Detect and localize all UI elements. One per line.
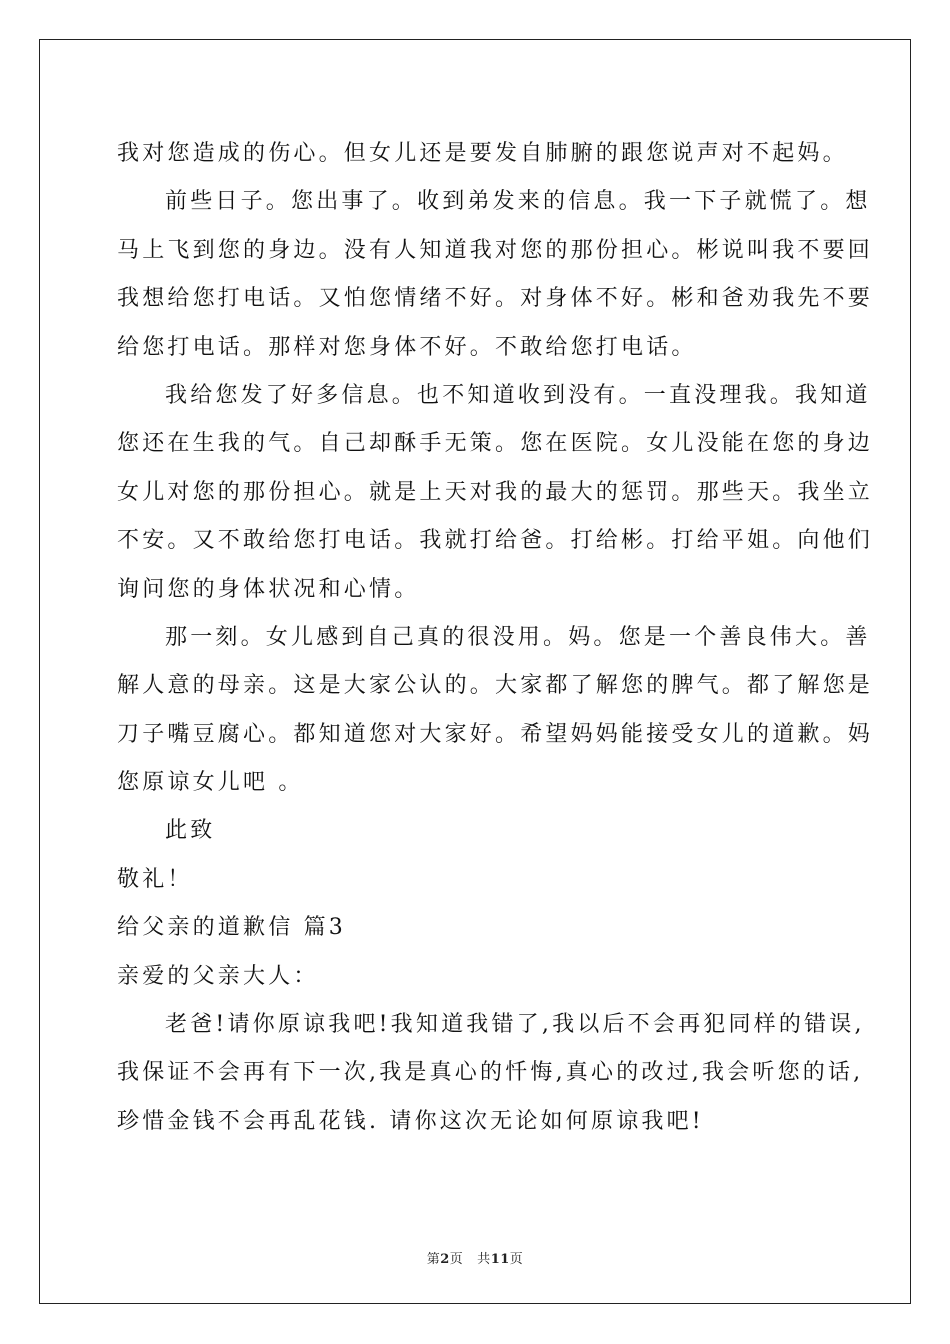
text-line: 女儿对您的那份担心。就是上天对我的最大的惩罚。那些天。我坐立: [117, 479, 874, 505]
greeting: 亲爱的父亲大人：: [117, 963, 319, 989]
text-line: 刀子嘴豆腐心。都知道您对大家好。希望妈妈能接受女儿的道歉。妈: [117, 721, 874, 747]
footer-page-suffix: 页: [449, 1252, 464, 1267]
text-line: 您原谅女儿吧 。: [117, 770, 304, 796]
closing-salutation: 此致: [165, 818, 216, 844]
footer-prefix: 第: [426, 1252, 441, 1267]
text-line: 询问您的身体状况和心情。: [117, 576, 420, 602]
section-title: 给父亲的道歉信 篇3: [117, 915, 346, 941]
closing-regards: 敬礼！: [117, 866, 193, 892]
text-line: 老爸!请你原谅我吧!我知道我错了,我以后不会再犯同样的错误,: [165, 1012, 865, 1038]
text-line: 那一刻。女儿感到自己真的很没用。妈。您是一个善良伟大。善: [165, 624, 871, 650]
text-line: 不安。又不敢给您打电话。我就打给爸。打给彬。打给平姐。向他们: [117, 528, 874, 554]
page-footer: [0, 1248, 950, 1267]
footer-total-prefix: 共: [477, 1252, 491, 1267]
text-line: 我保证不会再有下一次,我是真心的忏悔,真心的改过,我会听您的话,: [117, 1060, 864, 1086]
text-line: 给您打电话。那样对您身体不好。不敢给您打电话。: [117, 334, 697, 360]
footer-total-suffix: 页: [509, 1252, 524, 1267]
footer-page-number: 2: [440, 1252, 450, 1267]
text-line: 前些日子。您出事了。收到弟发来的信息。我一下子就慌了。想: [165, 189, 871, 215]
text-line: 您还在生我的气。自己却酥手无策。您在医院。女儿没能在您的身边: [117, 431, 874, 457]
text-line: 我对您造成的伤心。但女儿还是要发自肺腑的跟您说声对不起妈。: [117, 141, 848, 166]
text-line: 珍惜金钱不会再乱花钱. 请你这次无论如何原谅我吧!: [117, 1108, 704, 1134]
text-line: 马上飞到您的身边。没有人知道我对您的那份担心。彬说叫我不要回: [117, 237, 874, 263]
footer-total-pages: 11: [490, 1252, 510, 1267]
text-line: 解人意的母亲。这是大家公认的。大家都了解您的脾气。都了解您是: [117, 673, 874, 699]
text-line: 我给您发了好多信息。也不知道收到没有。一直没理我。我知道: [165, 382, 871, 408]
text-line: 我想给您打电话。又怕您情绪不好。对身体不好。彬和爸劝我先不要: [117, 286, 874, 312]
document-body: [117, 130, 874, 1146]
